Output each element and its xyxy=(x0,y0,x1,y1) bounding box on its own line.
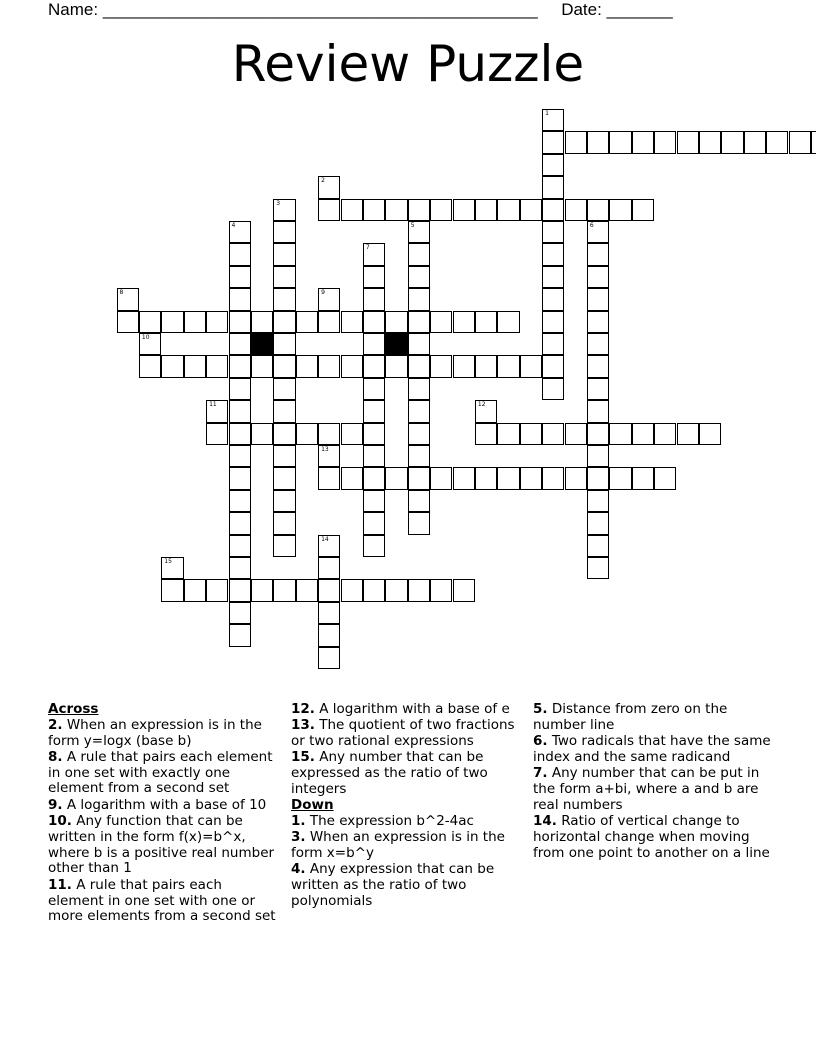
grid-cell[interactable] xyxy=(430,311,452,333)
grid-cell[interactable] xyxy=(408,445,430,467)
grid-cell[interactable] xyxy=(363,512,385,534)
across-heading: Across xyxy=(48,701,99,717)
name-field[interactable]: ______________________________________________ xyxy=(102,0,538,19)
clues-column-3 xyxy=(533,702,773,862)
grid-cell[interactable] xyxy=(251,423,273,445)
grid-cell[interactable] xyxy=(475,199,497,221)
grid-cell[interactable] xyxy=(408,423,430,445)
grid-cell[interactable] xyxy=(161,557,183,579)
clue-number: 9 xyxy=(321,289,325,297)
grid-cell[interactable] xyxy=(363,445,385,467)
clue-down-14: 14. Ratio of vertical change to horizontal change when moving from one point to another on a line xyxy=(533,813,770,861)
name-label: Name: xyxy=(48,0,99,19)
clue-down-6: 6. Two radicals that have the same index and the same radicand xyxy=(533,733,771,765)
grid-cell[interactable] xyxy=(318,355,340,377)
grid-cell[interactable] xyxy=(587,512,609,534)
grid-cell[interactable] xyxy=(161,579,183,601)
clue-number: 13 xyxy=(321,446,329,453)
grid-cell[interactable] xyxy=(453,311,475,333)
grid-cell[interactable] xyxy=(117,288,139,310)
grid-cell[interactable] xyxy=(385,467,407,489)
grid-cell[interactable] xyxy=(229,557,251,579)
grid-cell[interactable] xyxy=(273,288,295,310)
grid-cell[interactable] xyxy=(453,579,475,601)
grid-cell[interactable] xyxy=(229,624,251,646)
grid-cell[interactable] xyxy=(318,579,340,601)
grid-cell[interactable] xyxy=(341,467,363,489)
clue-down-3: 3. When an expression is in the form x=b^y xyxy=(291,829,505,862)
grid-cell[interactable] xyxy=(117,311,139,333)
grid-cell[interactable] xyxy=(273,333,295,355)
grid-cell[interactable] xyxy=(341,355,363,377)
grid-cell[interactable] xyxy=(363,579,385,601)
grid-cell[interactable] xyxy=(363,535,385,557)
grid-cell[interactable] xyxy=(408,378,430,400)
grid-cell[interactable] xyxy=(318,535,340,557)
grid-cell[interactable] xyxy=(229,602,251,624)
grid-cell[interactable] xyxy=(408,512,430,534)
grid-cell[interactable] xyxy=(363,243,385,265)
grid-cell[interactable] xyxy=(520,199,542,221)
grid-cell[interactable] xyxy=(184,355,206,377)
grid-cell[interactable] xyxy=(206,579,228,601)
grid-cell[interactable] xyxy=(587,199,609,221)
grid-cell[interactable] xyxy=(296,355,318,377)
grid-cell[interactable] xyxy=(587,311,609,333)
grid-cell[interactable] xyxy=(318,199,340,221)
grid-cell[interactable] xyxy=(273,378,295,400)
grid-cell[interactable] xyxy=(385,355,407,377)
clue-down-1: 1. The expression b^2-4ac xyxy=(291,813,474,830)
grid-cell[interactable] xyxy=(273,199,295,221)
grid-cell[interactable] xyxy=(206,355,228,377)
grid-cell[interactable] xyxy=(542,199,564,221)
grid-cell[interactable] xyxy=(229,221,251,243)
grid-cell[interactable] xyxy=(453,355,475,377)
clue-number: 7 xyxy=(365,244,370,252)
grid-cell[interactable] xyxy=(497,311,519,333)
grid-cell[interactable] xyxy=(139,311,161,333)
clue-number: 1 xyxy=(545,110,549,117)
grid-cell[interactable] xyxy=(318,423,340,445)
grid-cell[interactable] xyxy=(408,467,430,489)
grid-cell[interactable] xyxy=(363,400,385,422)
clue-number: 10 xyxy=(141,334,150,341)
grid-cell[interactable] xyxy=(542,243,564,265)
clue-number: 12 xyxy=(477,401,486,409)
grid-cell[interactable] xyxy=(542,288,564,310)
grid-cell[interactable] xyxy=(542,109,564,131)
grid-cell[interactable] xyxy=(721,131,743,153)
grid-block xyxy=(385,333,407,355)
grid-cell[interactable] xyxy=(430,199,452,221)
grid-cell[interactable] xyxy=(363,355,385,377)
grid-cell[interactable] xyxy=(587,221,609,243)
date-field[interactable]: _______ xyxy=(606,0,673,19)
grid-cell[interactable] xyxy=(229,400,251,422)
grid-cell[interactable] xyxy=(587,557,609,579)
grid-cell[interactable] xyxy=(161,311,183,333)
grid-cell[interactable] xyxy=(408,288,430,310)
grid-cell[interactable] xyxy=(229,311,251,333)
grid-cell[interactable] xyxy=(273,243,295,265)
grid-cell[interactable] xyxy=(520,467,542,489)
grid-cell[interactable] xyxy=(587,355,609,377)
grid-cell[interactable] xyxy=(654,423,676,445)
grid-cell[interactable] xyxy=(587,288,609,310)
grid-cell[interactable] xyxy=(475,423,497,445)
grid-cell[interactable] xyxy=(811,131,816,153)
grid-cell[interactable] xyxy=(408,221,430,243)
grid-cell[interactable] xyxy=(565,131,587,153)
grid-cell[interactable] xyxy=(229,579,251,601)
grid-cell[interactable] xyxy=(475,467,497,489)
grid-cell[interactable] xyxy=(408,400,430,422)
grid-cell[interactable] xyxy=(475,355,497,377)
grid-cell[interactable] xyxy=(497,467,519,489)
grid-cell[interactable] xyxy=(520,423,542,445)
grid-cell[interactable] xyxy=(542,154,564,176)
grid-cell[interactable] xyxy=(677,131,699,153)
grid-cell[interactable] xyxy=(654,131,676,153)
clue-number: 11 xyxy=(209,401,217,409)
grid-cell[interactable] xyxy=(363,311,385,333)
grid-cell[interactable] xyxy=(587,378,609,400)
grid-cell[interactable] xyxy=(251,355,273,377)
grid-cell[interactable] xyxy=(318,557,340,579)
clue-number: 5 xyxy=(410,222,415,229)
grid-cell[interactable] xyxy=(296,579,318,601)
grid-cell[interactable] xyxy=(273,467,295,489)
grid-cell[interactable] xyxy=(273,400,295,422)
clue-across-8: 8. A rule that pairs each element in one set with exactly one element from a second set xyxy=(48,748,273,797)
grid-cell[interactable] xyxy=(341,311,363,333)
grid-cell[interactable] xyxy=(587,467,609,489)
grid-cell[interactable] xyxy=(206,400,228,422)
clue-across-12: 12. A logarithm with a base of e xyxy=(291,701,510,717)
grid-cell[interactable] xyxy=(229,266,251,288)
grid-cell[interactable] xyxy=(341,199,363,221)
grid-cell[interactable] xyxy=(475,400,497,422)
grid-cell[interactable] xyxy=(542,131,564,153)
grid-block xyxy=(251,333,273,355)
grid-cell[interactable] xyxy=(408,266,430,288)
grid-cell[interactable] xyxy=(520,355,542,377)
grid-cell[interactable] xyxy=(542,423,564,445)
clue-across-11: 11. A rule that pairs each element in one set with one or more elements from a second set xyxy=(48,876,276,925)
grid-cell[interactable] xyxy=(273,423,295,445)
grid-cell[interactable] xyxy=(229,333,251,355)
grid-cell[interactable] xyxy=(385,311,407,333)
grid-cell[interactable] xyxy=(139,333,161,355)
grid-cell[interactable] xyxy=(587,333,609,355)
grid-cell[interactable] xyxy=(542,378,564,400)
grid-cell[interactable] xyxy=(475,311,497,333)
date-label: Date: xyxy=(561,0,602,19)
clue-number: 3 xyxy=(276,199,281,207)
grid-cell[interactable] xyxy=(341,423,363,445)
grid-cell[interactable] xyxy=(654,467,676,489)
grid-cell[interactable] xyxy=(587,535,609,557)
grid-cell[interactable] xyxy=(229,512,251,534)
grid-cell[interactable] xyxy=(632,423,654,445)
page-title: Review Puzzle xyxy=(231,35,585,93)
grid-cell[interactable] xyxy=(229,423,251,445)
clue-across-2: 2. When an expression is in the form y=logx (base b) xyxy=(48,716,262,749)
clue-down-7: 7. Any number that can be put in the form a+bi, where a and b are real numbers xyxy=(533,765,760,813)
grid-cell[interactable] xyxy=(318,467,340,489)
grid-cell[interactable] xyxy=(318,288,340,310)
grid-cell[interactable] xyxy=(587,490,609,512)
grid-cell[interactable] xyxy=(497,423,519,445)
grid-cell[interactable] xyxy=(385,199,407,221)
grid-cell[interactable] xyxy=(229,288,251,310)
grid-cell[interactable] xyxy=(273,355,295,377)
grid-cell[interactable] xyxy=(273,221,295,243)
clue-across-13: 13. The quotient of two fractions or two rational expressions xyxy=(291,717,515,750)
grid-cell[interactable] xyxy=(229,535,251,557)
grid-cell[interactable] xyxy=(273,512,295,534)
grid-cell[interactable] xyxy=(497,355,519,377)
grid-cell[interactable] xyxy=(609,199,631,221)
grid-cell[interactable] xyxy=(296,423,318,445)
grid-cell[interactable] xyxy=(609,423,631,445)
grid-cell[interactable] xyxy=(341,579,363,601)
grid-cell[interactable] xyxy=(408,579,430,601)
grid-cell[interactable] xyxy=(453,467,475,489)
clue-across-9: 9. A logarithm with a base of 10 xyxy=(48,796,267,813)
grid-cell[interactable] xyxy=(542,176,564,198)
grid-cell[interactable] xyxy=(251,579,273,601)
grid-cell[interactable] xyxy=(632,131,654,153)
clue-number: 8 xyxy=(119,289,124,297)
grid-cell[interactable] xyxy=(542,311,564,333)
grid-cell[interactable] xyxy=(587,400,609,422)
grid-cell[interactable] xyxy=(363,423,385,445)
grid-cell[interactable] xyxy=(587,131,609,153)
grid-cell[interactable] xyxy=(430,579,452,601)
clue-number: 4 xyxy=(231,222,236,229)
grid-cell[interactable] xyxy=(789,131,811,153)
down-heading: Down xyxy=(291,797,334,814)
grid-cell[interactable] xyxy=(139,355,161,377)
grid-cell[interactable] xyxy=(699,131,721,153)
grid-cell[interactable] xyxy=(609,467,631,489)
grid-cell[interactable] xyxy=(229,445,251,467)
grid-cell[interactable] xyxy=(587,423,609,445)
clues-column-1 xyxy=(48,702,280,926)
grid-cell[interactable] xyxy=(161,355,183,377)
grid-cell[interactable] xyxy=(273,535,295,557)
clue-across-10: 10. Any function that can be written in the form f(x)=b^x, where b is a positive real number other than 1 xyxy=(48,813,275,877)
grid-cell[interactable] xyxy=(587,243,609,265)
clues-column-2 xyxy=(291,702,521,910)
grid-cell[interactable] xyxy=(632,467,654,489)
clue-down-5: 5. Distance from zero on the number line xyxy=(533,701,728,733)
grid-cell[interactable] xyxy=(565,423,587,445)
grid-cell[interactable] xyxy=(430,467,452,489)
grid-cell[interactable] xyxy=(542,221,564,243)
grid-cell[interactable] xyxy=(251,311,273,333)
grid-cell[interactable] xyxy=(408,311,430,333)
grid-cell[interactable] xyxy=(206,423,228,445)
grid-cell[interactable] xyxy=(229,490,251,512)
grid-cell[interactable] xyxy=(229,467,251,489)
grid-cell[interactable] xyxy=(609,131,631,153)
grid-cell[interactable] xyxy=(587,266,609,288)
grid-cell[interactable] xyxy=(363,333,385,355)
clue-down-4: 4. Any expression that can be written as the ratio of two polynomials xyxy=(291,861,495,910)
grid-cell[interactable] xyxy=(430,355,452,377)
clue-number: 14 xyxy=(321,535,329,543)
grid-cell[interactable] xyxy=(363,490,385,512)
grid-cell[interactable] xyxy=(273,445,295,467)
clue-number: 6 xyxy=(589,222,594,229)
grid-cell[interactable] xyxy=(542,355,564,377)
grid-cell[interactable] xyxy=(363,378,385,400)
grid-cell[interactable] xyxy=(766,131,788,153)
grid-cell[interactable] xyxy=(363,467,385,489)
grid-cell[interactable] xyxy=(453,199,475,221)
grid-cell[interactable] xyxy=(408,355,430,377)
grid-cell[interactable] xyxy=(565,199,587,221)
grid-cell[interactable] xyxy=(542,266,564,288)
grid-cell[interactable] xyxy=(385,579,407,601)
grid-cell[interactable] xyxy=(565,467,587,489)
clue-across-15: 15. Any number that can be expressed as the ratio of two integers xyxy=(291,749,488,797)
grid-cell[interactable] xyxy=(542,467,564,489)
grid-cell[interactable] xyxy=(229,378,251,400)
grid-cell[interactable] xyxy=(497,199,519,221)
grid-cell[interactable] xyxy=(296,311,318,333)
grid-cell[interactable] xyxy=(273,490,295,512)
grid-cell[interactable] xyxy=(206,311,228,333)
grid-cell[interactable] xyxy=(318,624,340,646)
grid-cell[interactable] xyxy=(184,311,206,333)
grid-cell[interactable] xyxy=(408,199,430,221)
grid-cell[interactable] xyxy=(184,579,206,601)
grid-cell[interactable] xyxy=(363,266,385,288)
grid-cell[interactable] xyxy=(363,199,385,221)
grid-cell[interactable] xyxy=(632,199,654,221)
grid-cell[interactable] xyxy=(273,311,295,333)
grid-cell[interactable] xyxy=(273,266,295,288)
grid-cell[interactable] xyxy=(318,311,340,333)
grid-cell[interactable] xyxy=(408,333,430,355)
grid-cell[interactable] xyxy=(408,490,430,512)
grid-cell[interactable] xyxy=(318,602,340,624)
grid-cell[interactable] xyxy=(677,423,699,445)
grid-cell[interactable] xyxy=(744,131,766,153)
grid-cell[interactable] xyxy=(318,176,340,198)
grid-cell[interactable] xyxy=(408,243,430,265)
grid-cell[interactable] xyxy=(318,445,340,467)
grid-cell[interactable] xyxy=(318,647,340,669)
grid-cell[interactable] xyxy=(229,355,251,377)
grid-cell[interactable] xyxy=(587,445,609,467)
clue-number: 2 xyxy=(321,177,325,185)
grid-cell[interactable] xyxy=(273,579,295,601)
grid-cell[interactable] xyxy=(229,243,251,265)
grid-cell[interactable] xyxy=(542,333,564,355)
grid-cell[interactable] xyxy=(699,423,721,445)
grid-cell[interactable] xyxy=(363,288,385,310)
clue-number: 15 xyxy=(164,558,172,565)
